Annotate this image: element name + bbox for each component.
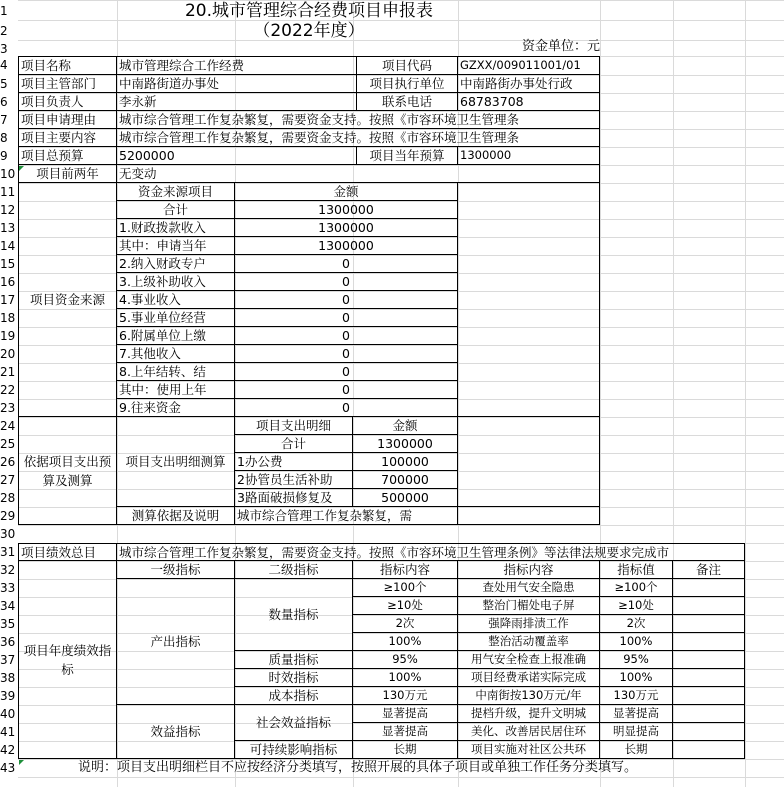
indicator-detail[interactable]: 整治活动覆盖率 [458, 633, 600, 651]
owner-label[interactable]: 项目负责人 [18, 93, 117, 111]
indicator-content[interactable]: 长期 [353, 741, 458, 759]
row-number[interactable]: 10 [0, 167, 16, 181]
indicator-content[interactable]: 95% [353, 651, 458, 669]
output-indicator-label[interactable]: 产出指标 [117, 579, 235, 705]
goal-label[interactable]: 项目绩效总目 [18, 543, 117, 561]
funding-header-amount: 金额 [235, 183, 458, 201]
basis-label[interactable]: 测算依据及说明 [117, 507, 235, 525]
indicator-note[interactable] [673, 723, 745, 741]
row-number[interactable]: 39 [0, 689, 16, 703]
funding-item[interactable]: 8.上年结转、结 [117, 363, 235, 381]
indicator-note[interactable] [673, 597, 745, 615]
funding-amount[interactable]: 0 [235, 291, 458, 309]
expense-right-block [458, 417, 600, 507]
funding-header-item: 资金来源项目 [117, 183, 235, 201]
benefit-indicator-label[interactable]: 效益指标 [117, 705, 235, 759]
expense-section-label[interactable]: 依据项目支出预算及测算 [18, 417, 117, 525]
comment-marker [19, 166, 24, 171]
prev-years-value[interactable]: 无变动 [117, 165, 600, 183]
row-number[interactable]: 40 [0, 707, 16, 721]
total-budget-value[interactable]: 5200000 [117, 147, 357, 165]
indicator-value[interactable]: 95% [600, 651, 673, 669]
funding-item[interactable]: 其中：使用上年 [117, 381, 235, 399]
year-budget-value[interactable]: 1300000 [458, 147, 600, 165]
perf-section-label[interactable]: 项目年度绩效指标 [18, 561, 117, 759]
row-number[interactable]: 33 [0, 581, 16, 595]
funding-amount[interactable]: 0 [235, 327, 458, 345]
row-number[interactable]: 23 [0, 401, 16, 415]
row-number[interactable]: 11 [0, 185, 16, 199]
expense-header-amount: 金额 [353, 417, 458, 435]
exec-unit-value[interactable]: 中南路街办事处行政 [458, 75, 600, 93]
content-label[interactable]: 项目主要内容 [18, 129, 117, 147]
row-number[interactable]: 41 [0, 725, 16, 739]
header-level2: 二级指标 [235, 561, 353, 579]
row-number[interactable]: 29 [0, 509, 16, 523]
row-number[interactable]: 18 [0, 311, 16, 325]
row-number[interactable]: 24 [0, 419, 16, 433]
row-number[interactable]: 9 [0, 149, 8, 163]
indicator-note[interactable] [673, 705, 745, 723]
total-budget-label[interactable]: 项目总预算 [18, 147, 117, 165]
row-number[interactable]: 36 [0, 635, 16, 649]
row-number[interactable]: 7 [0, 113, 8, 127]
indicator-value[interactable]: 显著提高 [600, 705, 673, 723]
row-number[interactable]: 21 [0, 365, 16, 379]
indicator-content[interactable]: 2次 [353, 615, 458, 633]
expense-item[interactable]: 1办公费 [235, 453, 353, 471]
row-number[interactable]: 12 [0, 203, 16, 217]
indicator-value[interactable]: 100% [600, 633, 673, 651]
footnote: 说明：项目支出明细栏目不应按经济分类填写，按照开展的具体子项目或单独工作任务分类填写。 [78, 760, 638, 775]
row-number[interactable]: 3 [0, 42, 8, 56]
funding-item[interactable]: 6.附属单位上缴 [117, 327, 235, 345]
funding-amount[interactable]: 0 [235, 363, 458, 381]
funding-item[interactable]: 1.财政拨款收入 [117, 219, 235, 237]
expense-amount[interactable]: 500000 [353, 489, 458, 507]
funding-amount[interactable]: 0 [235, 381, 458, 399]
funding-item[interactable]: 9.往来资金 [117, 399, 235, 417]
expense-amount[interactable]: 1300000 [353, 435, 458, 453]
indicator-value[interactable]: ≥10处 [600, 597, 673, 615]
row-number[interactable]: 38 [0, 671, 16, 685]
indicator-note[interactable] [673, 687, 745, 705]
row-number[interactable]: 27 [0, 473, 16, 487]
indicator-note[interactable] [673, 579, 745, 597]
phone-label[interactable]: 联系电话 [357, 93, 458, 111]
funding-item[interactable]: 2.纳入财政专户 [117, 255, 235, 273]
project-name-value[interactable]: 城市管理综合工作经费 [117, 56, 357, 75]
sustain-indicator-label[interactable]: 可持续影响指标 [235, 741, 353, 759]
dept-label[interactable]: 项目主管部门 [18, 75, 117, 93]
header-note: 备注 [673, 561, 745, 579]
unit-label: 资金单位：元 [521, 39, 600, 54]
header-content2: 指标内容 [458, 561, 600, 579]
row-number[interactable]: 16 [0, 275, 16, 289]
funding-right-block [458, 183, 600, 417]
indicator-detail[interactable]: 项目经费承诺实际完成 [458, 669, 600, 687]
expense-amount[interactable]: 700000 [353, 471, 458, 489]
header-value: 指标值 [600, 561, 673, 579]
row-number[interactable]: 2 [0, 24, 8, 38]
goal-value[interactable]: 城市综合管理工作复杂繁复，需要资金支持。按照《市容环境卫生管理条例》等法律法规要求完成市 [117, 543, 745, 561]
funding-amount[interactable]: 0 [235, 309, 458, 327]
funding-section-label[interactable]: 项目资金来源 [18, 183, 117, 417]
funding-amount[interactable]: 1300000 [235, 219, 458, 237]
reason-label[interactable]: 项目申请理由 [18, 111, 117, 129]
row-number[interactable]: 43 [0, 761, 16, 775]
row-number[interactable]: 32 [0, 563, 16, 577]
funding-item[interactable]: 合计 [117, 201, 235, 219]
indicator-value[interactable]: ≥100个 [600, 579, 673, 597]
funding-amount[interactable]: 0 [235, 255, 458, 273]
row-number[interactable]: 35 [0, 617, 16, 631]
row-number[interactable]: 31 [0, 545, 16, 559]
expense-item[interactable]: 3路面破损修复及 [235, 489, 353, 507]
indicator-value[interactable]: 2次 [600, 615, 673, 633]
quality-indicator-label[interactable]: 质量指标 [235, 651, 353, 669]
indicator-note[interactable] [673, 741, 745, 759]
indicator-value[interactable]: 100% [600, 669, 673, 687]
row-number[interactable]: 15 [0, 257, 16, 271]
funding-amount[interactable]: 1300000 [235, 201, 458, 219]
indicator-content[interactable]: 100% [353, 633, 458, 651]
funding-item[interactable]: 其中：申请当年 [117, 237, 235, 255]
funding-item[interactable]: 3.上级补助收入 [117, 273, 235, 291]
indicator-detail[interactable]: 强降雨排渍工作 [458, 615, 600, 633]
indicator-content[interactable]: ≥100个 [353, 579, 458, 597]
reason-value[interactable]: 城市综合管理工作复杂繁复，需要资金支持。按照《市容环境卫生管理条 [117, 111, 600, 129]
header-content1: 指标内容 [353, 561, 458, 579]
indicator-note[interactable] [673, 669, 745, 687]
indicator-content[interactable]: 100% [353, 669, 458, 687]
year-budget-label[interactable]: 项目当年预算 [357, 147, 458, 165]
phone-value[interactable]: 68783708 [458, 93, 600, 111]
exec-unit-label[interactable]: 项目执行单位 [357, 75, 458, 93]
expense-header-item: 项目支出明细 [235, 417, 353, 435]
row-number[interactable]: 37 [0, 653, 16, 667]
indicator-detail[interactable]: 美化、改善居民居住环 [458, 723, 600, 741]
expense-item[interactable]: 2协管员生活补助 [235, 471, 353, 489]
owner-value[interactable]: 李永新 [117, 93, 357, 111]
funding-amount[interactable]: 0 [235, 399, 458, 417]
quantity-indicator-label[interactable]: 数量指标 [235, 579, 353, 651]
row-number[interactable]: 42 [0, 743, 16, 757]
indicator-note[interactable] [673, 633, 745, 651]
row-number[interactable]: 8 [0, 131, 8, 145]
comment-marker [19, 760, 24, 765]
indicator-detail[interactable]: 整治门楣处电子屏 [458, 597, 600, 615]
indicator-content[interactable]: 显著提高 [353, 723, 458, 741]
row-number[interactable]: 26 [0, 455, 16, 469]
funding-item[interactable]: 4.事业收入 [117, 291, 235, 309]
indicator-detail[interactable]: 项目实施对社区公共环 [458, 741, 600, 759]
row-number[interactable]: 14 [0, 239, 16, 253]
funding-amount[interactable]: 0 [235, 273, 458, 291]
row-number[interactable]: 1 [0, 4, 8, 18]
project-code-label[interactable]: 项目代码 [357, 56, 458, 75]
funding-item[interactable]: 7.其他收入 [117, 345, 235, 363]
expense-amount[interactable]: 100000 [353, 453, 458, 471]
content-value[interactable]: 城市综合管理工作复杂繁复，需要资金支持。按照《市容环境卫生管理条 [117, 129, 600, 147]
funding-amount[interactable]: 0 [235, 345, 458, 363]
funding-item[interactable]: 5.事业单位经营 [117, 309, 235, 327]
dept-value[interactable]: 中南路街道办事处 [117, 75, 357, 93]
row-number[interactable]: 22 [0, 383, 16, 397]
expense-sub-label[interactable]: 项目支出明细测算 [117, 417, 235, 507]
time-indicator-label[interactable]: 时效指标 [235, 669, 353, 687]
project-code-value[interactable]: GZXX/009011001/01 [458, 56, 600, 75]
indicator-content[interactable]: 显著提高 [353, 705, 458, 723]
prev-years-label[interactable]: 项目前两年 [18, 165, 117, 183]
indicator-content[interactable]: ≥10处 [353, 597, 458, 615]
basis-value[interactable]: 城市综合管理工作复杂繁复，需 [235, 507, 458, 525]
expense-item[interactable]: 合计 [235, 435, 353, 453]
indicator-value[interactable]: 长期 [600, 741, 673, 759]
row-number[interactable]: 30 [0, 527, 16, 541]
basis-extra [458, 507, 600, 525]
indicator-detail[interactable]: 查处用气安全隐患 [458, 579, 600, 597]
indicator-content[interactable]: 130万元 [353, 687, 458, 705]
cost-indicator-label[interactable]: 成本指标 [235, 687, 353, 705]
row-number[interactable]: 6 [0, 95, 8, 109]
row-number[interactable]: 13 [0, 221, 16, 235]
row-number[interactable]: 4 [0, 58, 8, 72]
row-number[interactable]: 19 [0, 329, 16, 343]
page-subtitle: （2022年度） [253, 21, 365, 41]
indicator-note[interactable] [673, 651, 745, 669]
indicator-detail[interactable]: 提档升级，提升文明城 [458, 705, 600, 723]
header-level1: 一级指标 [117, 561, 235, 579]
indicator-detail[interactable]: 中南街按130万元/年 [458, 687, 600, 705]
social-indicator-label[interactable]: 社会效益指标 [235, 705, 353, 741]
funding-amount[interactable]: 1300000 [235, 237, 458, 255]
row-number[interactable]: 17 [0, 293, 16, 307]
indicator-value[interactable]: 明显提高 [600, 723, 673, 741]
indicator-value[interactable]: 130万元 [600, 687, 673, 705]
row-number[interactable]: 25 [0, 437, 16, 451]
row-number[interactable]: 34 [0, 599, 16, 613]
indicator-detail[interactable]: 用气安全检查上报准确 [458, 651, 600, 669]
project-name-label[interactable]: 项目名称 [18, 56, 117, 75]
row-number[interactable]: 28 [0, 491, 16, 505]
indicator-note[interactable] [673, 615, 745, 633]
row-number[interactable]: 5 [0, 77, 8, 91]
row-number[interactable]: 20 [0, 347, 16, 361]
page-title: 20.城市管理综合经费项目申报表 [184, 1, 434, 21]
